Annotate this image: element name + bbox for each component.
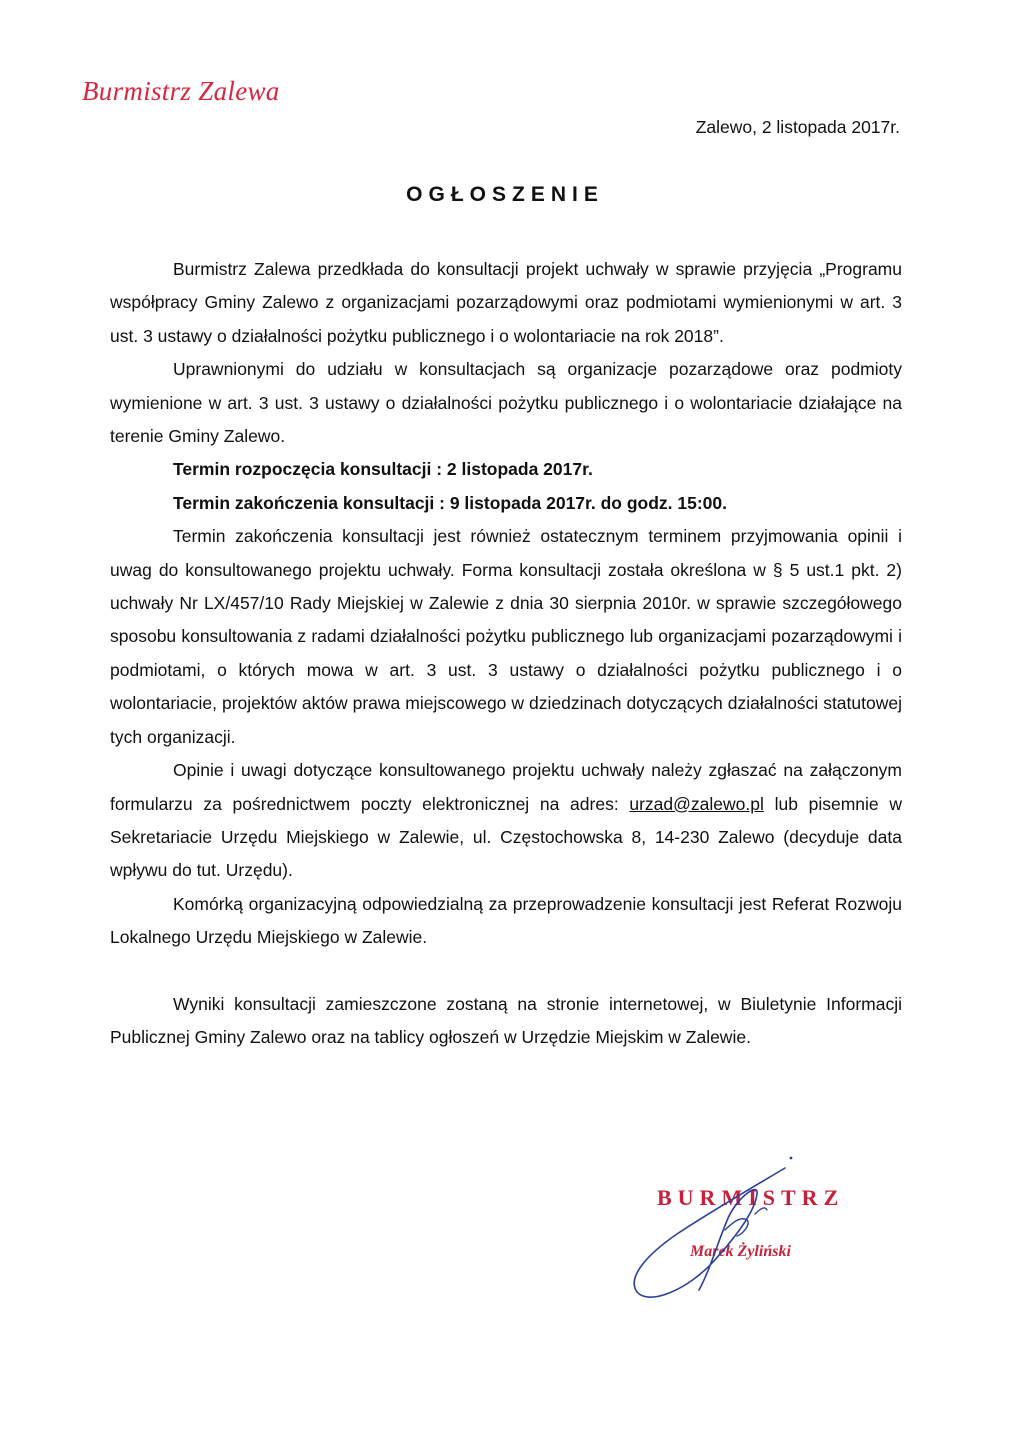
document-title: OGŁOSZENIE bbox=[406, 183, 604, 206]
document-date: Zalewo, 2 listopada 2017r. bbox=[695, 117, 900, 137]
submission-text-after: lub pisemnie w Sekretariacie Urzędu Miejskiego w Zalewie, ul. Częstochowska 8, 14-230 Zalewo (decyduje data wpływu do tut. Urzędu). bbox=[110, 793, 902, 881]
stamp-title: BURMISTRZ bbox=[657, 1185, 845, 1210]
letterhead: Burmistrz Zalewa bbox=[82, 76, 280, 106]
paragraph-submission bbox=[110, 754, 902, 888]
paragraph-results: Wyniki konsultacji zamieszczone zostaną na stronie internetowej, w Biuletynie Informacji Publicznej Gminy Zalewo oraz na tablicy ogłoszeń w Urzędzie Miejskim w Zalewie. bbox=[110, 993, 902, 1047]
consultation-start-date: Termin rozpoczęcia konsultacji : 2 listopada 2017r. bbox=[173, 459, 593, 480]
consultation-end-date: Termin zakończenia konsultacji : 9 listopada 2017r. do godz. 15:00. bbox=[173, 492, 728, 513]
handwritten-signature-icon bbox=[615, 1150, 815, 1310]
paragraph-consultation-form: Termin zakończenia konsultacji jest również ostatecznym terminem przyjmowania opinii i uwag do konsultowanego projektu uchwały. Forma konsultacji została określona w § 5 ust.1 pkt. 2) uchwały Nr LX/457/10 Rady Miejskiej w Zalewie z dnia 30 sierpnia 2010r. w sprawie szczegółowego sposobu konsultowania z radami działalności pożytku publicznego lub organizacjami pozarządowymi i podmiotami, o których mowa w art. 3 ust. 3 ustawy o działalności pożytku publicznego i o wolontariacie, projektów aktów prawa miejscowego w dziedzinach dotyczących działalności statutowej tych organizacji. bbox=[110, 526, 902, 747]
email-link[interactable]: urzad@zalewo.pl bbox=[629, 793, 764, 814]
paragraph-responsible-unit: Komórką organizacyjną odpowiedzialną za przeprowadzenie konsultacji jest Referat Rozwoju Lokalnego Urzędu Miejskiego w Zalewie. bbox=[110, 893, 902, 948]
paragraph-eligible-parties: Uprawnionymi do udziału w konsultacjach są organizacje pozarządowe oraz podmioty wymienione w art. 3 ust. 3 ustawy o działalności pożytku publicznego i o wolontariacie działające na terenie Gminy Zalewo. bbox=[110, 359, 902, 447]
stamp-name: Marek Żyliński bbox=[690, 1243, 791, 1260]
document-body bbox=[110, 253, 902, 1054]
submission-text-before: Opinie i uwagi dotyczące konsultowanego projektu uchwały należy zgłaszać na załączonym formularzu za pośrednictwem poczty elektronicznej na adres: bbox=[110, 760, 902, 814]
paragraph-consultation-intro: Burmistrz Zalewa przedkłada do konsultacji projekt uchwały w sprawie przyjęcia „Programu współpracy Gminy Zalewo z organizacjami pozarządowymi oraz podmiotami wymienionymi w art. 3 ust. 3 ustawy o działalności pożytku publicznego i o wolontariacie na rok 2018”. bbox=[110, 259, 902, 346]
